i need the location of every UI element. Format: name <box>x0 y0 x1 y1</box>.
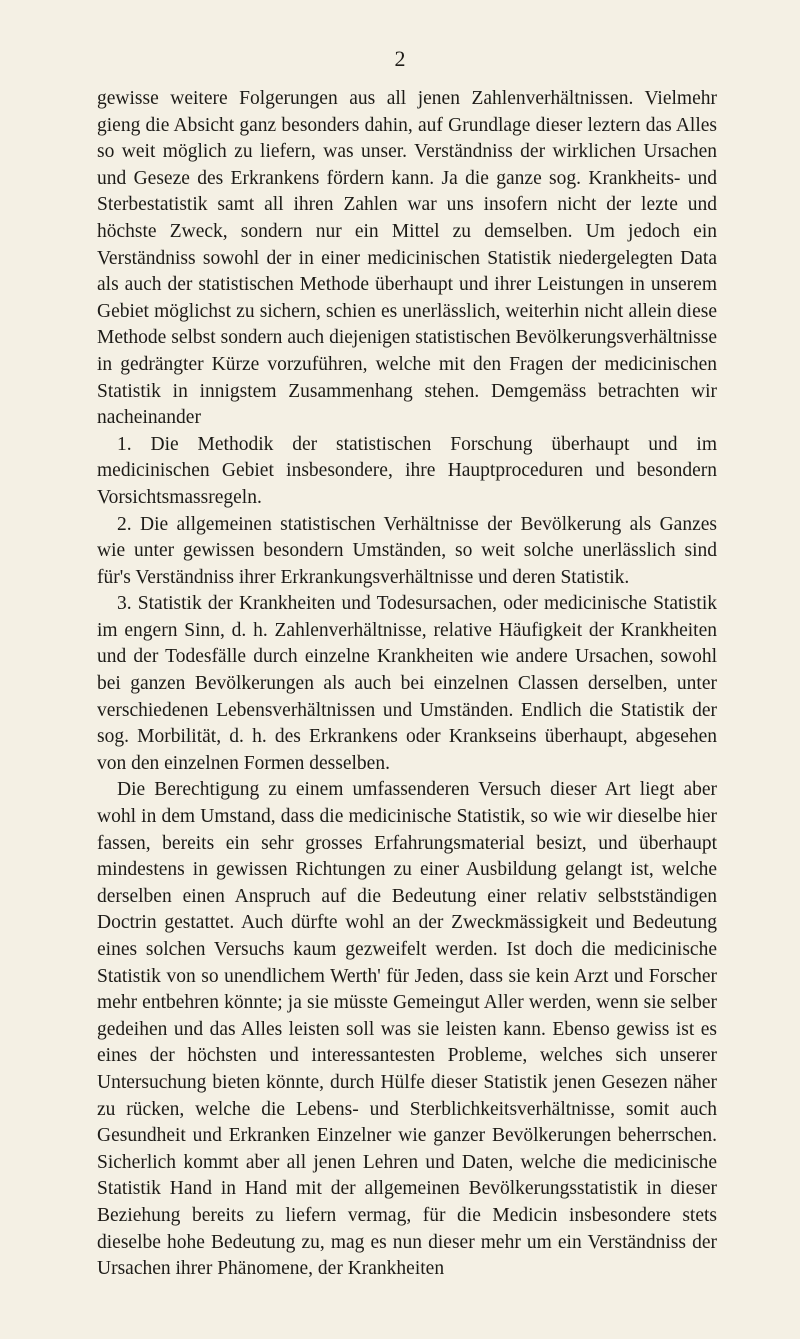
page-number: 2 <box>394 46 406 71</box>
list-item-2: 2. Die allgemeinen statistischen Verhältnisse der Bevölkerung als Ganzes wie unter gewissen besondern Umständen, so weit solche unerlässlich sind für's Verständniss ihrer Erkrankungsverhältnisse und deren Statistik. <box>97 513 717 588</box>
list-item-3: 3. Statistik der Krankheiten und Todesursachen, oder medicinische Statistik im engern Sinn, d. h. Zahlenverhältnisse, relative Häufigkeit der Krankheiten und der Todesfälle durch einzelne Krankheiten wie andere Ursachen, sowohl bei ganzen Bevölkerungen als auch bei einzelnen Classen derselben, unter verschiedenen Lebensverhältnissen und Umständen. Endlich die Statistik der sog. Morbilität, d. h. des Erkrankens oder Krankseins überhaupt, abgesehen von den einzelnen Formen desselben. <box>97 593 717 774</box>
body-text <box>97 86 717 1283</box>
list-item-1: 1. Die Methodik der statistischen Forschung überhaupt und im medicinischen Gebiet insbesondere, ihre Hauptproceduren und besondern Vorsichtsmassregeln. <box>97 433 717 508</box>
paragraph-justification: Die Berechtigung zu einem umfassenderen Versuch dieser Art liegt aber wohl in dem Umstand, dass die medicinische Statistik, so wie wir dieselbe hier fassen, bereits ein sehr grosses Erfahrungsmaterial besizt, und überhaupt mindestens in gewissen Richtungen zu einer Ausbildung gelangt ist, welche derselben einen Anspruch auf die Bedeutung einer relativ selbstständigen Doctrin gestattet. Auch dürfte wohl an der Zweckmässigkeit und Bedeutung eines solchen Versuchs kaum gezweifelt werden. Ist doch die medicinische Statistik von so unendlichem Werth' für Jeden, dass sie kein Arzt und Forscher mehr entbehren könnte; ja sie müsste Gemeingut Aller werden, wenn sie selber gedeihen und das Alles leisten soll was sie leisten kann. Ebenso gewiss ist es eines der höchsten und interessantesten Probleme, welches sich unserer Untersuchung bieten könnte, durch Hülfe dieser Statistik jenen Gesezen näher zu rücken, welche die Lebens- und Sterblichkeitsverhältnisse, somit auch Gesundheit und Erkranken Einzelner wie ganzer Bevölkerungen beherrschen. Sicherlich kommt aber all jenen Lehren und Daten, welche die medicinische Statistik Hand in Hand mit der allgemeinen Bevölkerungsstatistik in dieser Beziehung bereits zu liefern vermag, für die Medicin insbesondere stets dieselbe hohe Bedeutung zu, mag es nun dieser mehr um ein Verständniss der Ursachen ihrer Phänomene, der Krankheiten <box>97 779 717 1280</box>
paragraph-intro: gewisse weitere Folgerungen aus all jenen Zahlenverhältnissen. Vielmehr gieng die Absicht ganz besonders dahin, auf Grundlage dieser leztern das Alles so weit möglich zu liefern, was unser. Verständniss der wirklichen Ursachen und Geseze des Erkrankens fördern kann. Ja die ganze sog. Krankheits- und Sterbestatistik samt all ihren Zahlen war uns insofern nicht der lezte und höchste Zweck, sondern nur ein Mittel zu demselben. Um jedoch ein Verständniss sowohl der in einer medicinischen Statistik niedergelegten Data als auch der statistischen Methode überhaupt und ihrer Leistungen in unserem Gebiet möglichst zu sichern, schien es unerlässlich, weiterhin nicht allein diese Methode selbst sondern auch diejenigen statistischen Bevölkerungsverhältnisse in gedrängter Kürze vorzuführen, welche mit den Fragen der medicinischen Statistik in innigstem Zusammenhang stehen. Demgemäss betrachten wir nacheinander <box>97 88 717 429</box>
